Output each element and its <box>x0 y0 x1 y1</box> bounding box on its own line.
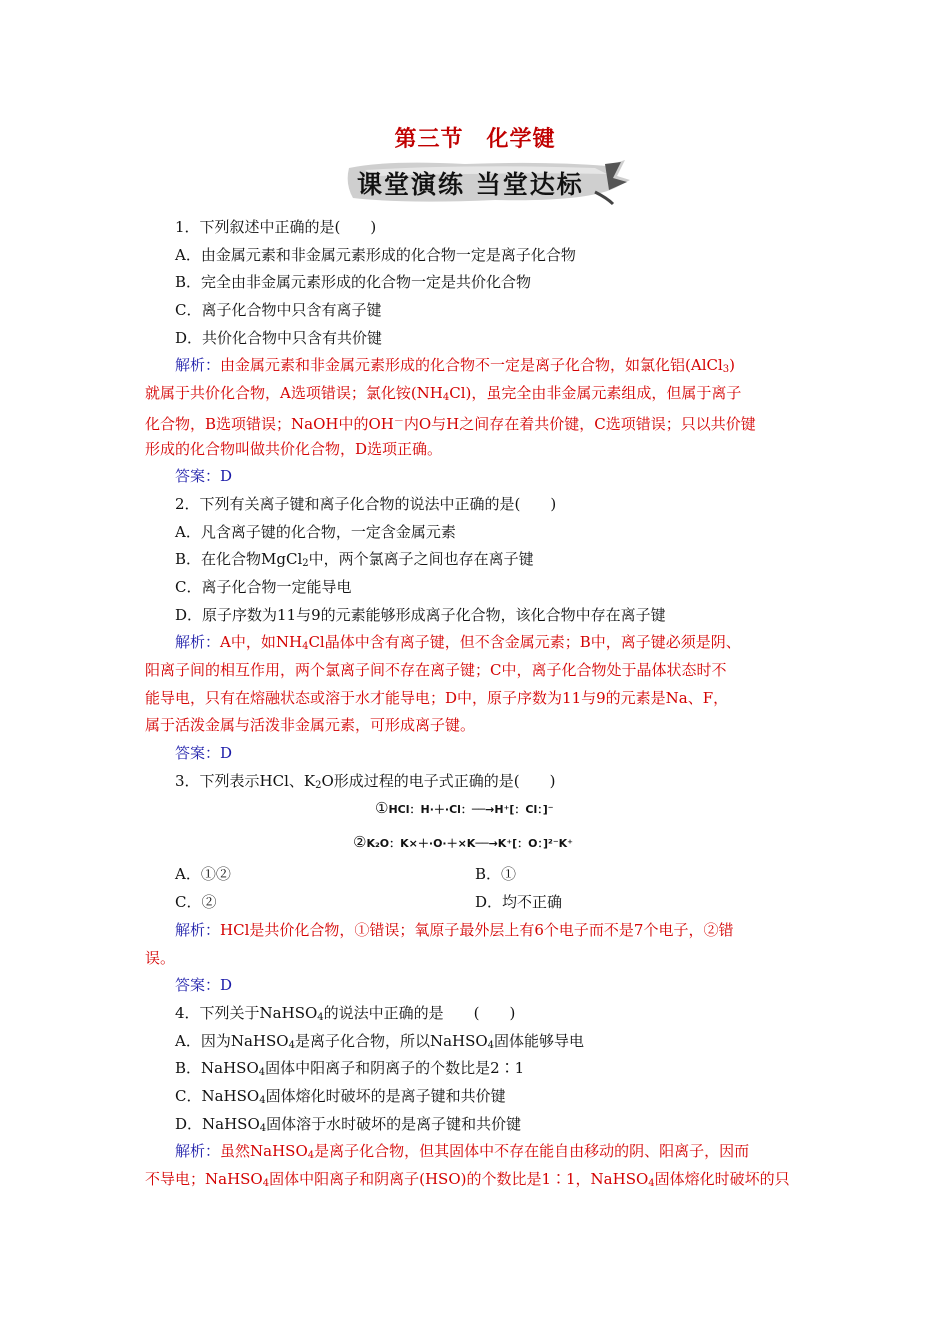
subscript: 4 <box>259 1094 266 1106</box>
q1-explanation-line-2 <box>145 380 810 408</box>
q1-explanation-text: 由金属元素和非金属元素形成的化合物不一定是离子化合物，如氯化铝(AlCl <box>220 356 723 375</box>
q4-explanation-text: 是离子化合物，但其固体中不存在能自由移动的阴、阳离子，因而 <box>314 1142 750 1161</box>
q4-stem-text: 的说法中正确的是 ( ) <box>323 1003 516 1022</box>
q4-explanation-line-2 <box>145 1166 810 1194</box>
subscript: 4 <box>288 1039 295 1051</box>
subscript: 4 <box>262 1178 270 1189</box>
q1-explanation-text: 化合物，B选项错误；NaOH中的OH <box>145 414 394 433</box>
q4-option-b-text: B．NaHSO <box>175 1059 259 1078</box>
q4-option-d-text: D．NaHSO <box>175 1114 260 1133</box>
q4-option-a-text: 固体能够导电 <box>494 1031 585 1050</box>
subscript: 4 <box>307 1150 315 1162</box>
q1-explanation-text: 内O与H之间存在着共价键，C选项错误；只以共价键 <box>403 414 756 433</box>
q4-option-d <box>145 1111 810 1139</box>
q3-explanation-label: 解析： <box>175 920 221 939</box>
q3-stem-text: O形成过程的电子式正确的是( ) <box>321 771 556 790</box>
subscript: 4 <box>258 1067 266 1079</box>
q4-explanation-text: 不导电；NaHSO <box>145 1170 263 1188</box>
subscript: 4 <box>487 1039 495 1051</box>
q2-explanation-label: 解析： <box>175 633 221 652</box>
q1-option-c: C．离子化合物中只含有离子键 <box>175 301 382 320</box>
q3-stem <box>145 768 810 796</box>
q3-explanation-text: HCl是共价化合物，①错误；氧原子最外层上有6个电子而不是7个电子，②错 <box>220 920 734 939</box>
section-title: 第三节 化学键 <box>394 127 556 152</box>
q3-options-row-2 <box>145 889 810 917</box>
q2-option-b <box>145 546 810 574</box>
equation-text: HCl：H·＋·Cl：──→H⁺[：Cl：]⁻ <box>388 803 554 817</box>
q2-answer: 答案：D <box>175 744 233 763</box>
q1-option-b: B．完全由非金属元素形成的化合物一定是共价化合物 <box>175 273 532 292</box>
q2-option-d: D．原子序数为11与9的元素能够形成离子化合物，该化合物中存在离子键 <box>175 605 666 624</box>
q3-options-row-1 <box>145 861 810 889</box>
q4-explanation-line-1 <box>145 1138 810 1166</box>
q1-explanation-line-1 <box>145 352 810 380</box>
subscript: 4 <box>648 1178 655 1189</box>
q1-explanation-text: ) <box>729 356 736 375</box>
q2-option-b-text: 中，两个氯离子之间也存在离子键 <box>308 550 534 569</box>
subscript: 2 <box>315 779 322 791</box>
subscript: 2 <box>302 558 309 570</box>
q2-explanation-line-4: 属于活泼金属与活泼非金属元素，可形成离子键。 <box>145 716 476 735</box>
q2-explanation-line-3: 能导电，只有在熔融状态或溶于水才能导电；D中，原子序数为11与9的元素是Na、F， <box>145 688 729 707</box>
subscript: 4 <box>302 641 309 653</box>
q4-option-a-text: 是离子化合物，所以NaHSO <box>294 1031 488 1050</box>
q3-equation-2 <box>353 833 573 851</box>
q4-option-a-text: A．因为NaHSO <box>175 1031 289 1050</box>
q3-equation-1 <box>375 799 554 817</box>
q4-option-d-text: 固体溶于水时破坏的是离子键和共价键 <box>266 1114 522 1133</box>
q1-stem: 1．下列叙述中正确的是( ) <box>175 218 377 236</box>
content-body <box>145 214 810 1194</box>
subscript: 4 <box>259 1122 267 1134</box>
q2-explanation-line-1 <box>145 629 810 657</box>
superscript: － <box>393 415 404 427</box>
q3-stem-text: 3．下列表示HCl、K <box>175 771 316 790</box>
q4-option-b <box>145 1055 810 1083</box>
q1-explanation-label: 解析： <box>175 356 221 375</box>
q1-explanation-line-3 <box>145 408 810 436</box>
q2-option-b-text: B．在化合物MgCl <box>175 550 303 569</box>
q1-option-d: D．共价化合物中只含有共价键 <box>175 328 383 347</box>
q3-option-c: C．② <box>175 893 217 912</box>
equation-number: ① <box>375 799 389 818</box>
q1-explanation-line-4: 形成的化合物叫做共价化合物，D选项正确。 <box>145 439 443 458</box>
q2-explanation-text: A中，如NH <box>220 633 303 652</box>
q4-explanation-label: 解析： <box>175 1142 221 1161</box>
equation-text: K₂O：K×＋·O·＋×K──→K⁺[：O：]²⁻K⁺ <box>366 837 573 851</box>
q3-explanation-line-1 <box>145 917 810 945</box>
q4-stem <box>145 1000 810 1028</box>
equation-number: ② <box>353 833 367 852</box>
q3-option-a: A．①② <box>175 865 231 884</box>
section-banner <box>345 158 630 206</box>
q2-option-c: C．离子化合物一定能导电 <box>175 577 352 596</box>
q1-answer: 答案：D <box>175 467 233 486</box>
q4-option-b-text: 固体中阳离子和阴离子的个数比是2∶1 <box>265 1059 525 1078</box>
q2-stem: 2．下列有关离子键和离子化合物的说法中正确的是( ) <box>175 494 557 513</box>
q4-option-c <box>145 1083 810 1111</box>
q4-stem-text: 4．下列关于NaHSO <box>175 1003 318 1022</box>
q4-option-c-text: 固体熔化时破坏的是离子键和共价键 <box>265 1086 506 1105</box>
q4-option-c-text: C．NaHSO <box>175 1086 260 1105</box>
q3-answer: 答案：D <box>175 976 233 995</box>
q1-explanation-text: Cl)，虽完全由非金属元素组成，但属于离子 <box>449 384 742 403</box>
banner-text: 课堂演练 当堂达标 <box>357 170 584 199</box>
q4-option-a <box>145 1028 810 1056</box>
q2-explanation-line-2: 阳离子间的相互作用，两个氯离子间不存在离子键；C中，离子化合物处于晶体状态时不 <box>145 661 727 679</box>
q4-explanation-text: 固体熔化时破坏的只 <box>654 1170 790 1188</box>
q3-option-b: B．① <box>475 865 517 884</box>
q1-option-a: A．由金属元素和非金属元素形成的化合物一定是离子化合物 <box>175 245 576 264</box>
q2-option-a: A．凡含离子键的化合物，一定含金属元素 <box>175 522 456 541</box>
q3-equations <box>145 795 810 861</box>
subscript: 4 <box>442 392 450 404</box>
q2-explanation-text: Cl晶体中含有离子键，但不含金属元素；B中，离子键必须是阴、 <box>308 633 741 652</box>
subscript: 4 <box>317 1011 324 1023</box>
q3-option-d: D．均不正确 <box>475 893 563 912</box>
q1-explanation-text: 就属于共价化合物，A选项错误；氯化铵(NH <box>145 384 443 403</box>
q3-explanation-line-2: 误。 <box>145 948 176 967</box>
q4-explanation-text: 虽然NaHSO <box>220 1142 308 1161</box>
subscript: 3 <box>722 364 730 376</box>
q4-explanation-text: 固体中阳离子和阴离子(HSO)的个数比是1∶1，NaHSO <box>269 1170 649 1188</box>
